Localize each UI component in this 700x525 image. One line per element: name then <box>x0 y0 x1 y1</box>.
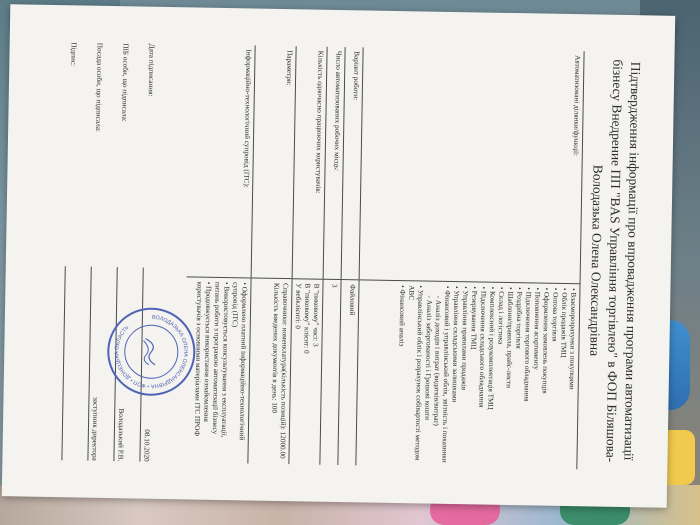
value-line: • Оформлено платний інформаційно-технологічний супровід (ІТС) <box>229 282 248 441</box>
value-line: Кількість введених документів в день: 100 <box>269 282 280 414</box>
row-label: Параметри: <box>251 46 295 280</box>
row-value <box>248 278 291 464</box>
function-item: • Взаєморозрахунки з покупцями <box>565 288 577 465</box>
function-item: • Роздрібна торгівля <box>511 287 523 464</box>
row-label: Варіант роботи: <box>341 47 362 280</box>
info-table <box>183 44 584 469</box>
table-row <box>183 44 254 463</box>
table-row <box>247 45 295 464</box>
function-item: • Управлінський облік і розрахунок собівартості методом ABC <box>403 285 424 462</box>
function-item: • Поповнення асортименту <box>529 287 541 464</box>
value-line: В "пиковому" часі: 3 <box>310 283 320 347</box>
paper-sheet <box>2 4 675 508</box>
signature-value: заступник директора <box>87 267 101 461</box>
signature-label: Підпис: <box>68 42 77 67</box>
function-item: - Аналіз заборгованості і Грошові кошти <box>421 285 433 462</box>
row-label: Число автоматизованих робочих місць: <box>323 47 344 280</box>
function-item: • Підключення складського обладнання <box>475 286 487 463</box>
svg-text:ВОЛОДАЗЬКА ОЛЕНА ОЛЕКСАНДРІВНА <box>113 314 188 389</box>
signature-value <box>61 266 66 460</box>
value-line: Справочники: номенклатура(кількість позицій): 12000.00 <box>277 282 289 459</box>
value-line: • Використовується консультування з експлуатації, питань роботи з програмою автоматизації бізнесу <box>210 281 230 438</box>
table-row <box>355 47 583 469</box>
functions-list <box>394 285 577 465</box>
function-item: • Оптова торгівля <box>547 288 559 465</box>
row-value <box>356 280 579 469</box>
function-item: • Підключення торгового обладнання <box>520 287 532 464</box>
row-label: Інформаційно-технологічний супровід (ІТС): <box>186 44 254 278</box>
signature-value: Володазький Р.В. <box>113 267 127 461</box>
value-line: В "пиковому" клієнт: 0 <box>301 283 311 354</box>
function-item: • Резервування ТМЦ <box>466 286 478 463</box>
row-value: Файловий <box>347 284 356 316</box>
document-page <box>19 26 659 487</box>
function-item: • Облік продажів ТМЦ <box>556 288 568 465</box>
signature-label: Дата підписання: <box>145 43 155 97</box>
value-line: У вебклієнті: 0 <box>292 283 302 329</box>
document-title: Підтвердження інформації про впровадження програми автоматизації бізнесу Внедрение ПП "BAS Управління торгівлею" в ФОП Біляшова-Володазька Олена Олександрівна <box>586 59 643 463</box>
function-item: • Управління складськими залишками <box>448 286 460 463</box>
function-item: • Фінансовий і управлінський облік, звітність і показники <box>439 286 451 463</box>
function-item: • Фінансовий аналіз <box>394 285 406 462</box>
signature-block <box>55 42 188 462</box>
stamp-text: ВОЛОДАЗЬКА ОЛЕНА ОЛЕКСАНДРІВНА • ФОП • ДОНЕЦЬКА ОБЛАСТЬ <box>113 314 188 389</box>
function-item: • Управління правилами продажів <box>457 286 469 463</box>
function-item: • Комплексний і розукомплектація ТМЦ <box>484 287 496 464</box>
value-line: • Продовжується використання ознайомлення користувачів з основними матеріалами ІТС ПРОФ <box>192 281 212 437</box>
function-item: • Шаблони/правила, прайс-листи <box>502 287 514 464</box>
row-value: 3 <box>329 283 338 288</box>
function-item: - Аналіз доходів і витрат (видатків/витрат) <box>430 286 442 463</box>
signature-label: ПІБ особи, що підписала: <box>119 43 129 122</box>
signature-value: 08.10.2020 <box>139 268 153 462</box>
official-stamp <box>106 307 196 397</box>
signature-label: Посада особи, що підписала: <box>93 42 103 132</box>
row-label: Кількість одночасно працюючих користувачів: <box>292 46 326 279</box>
row-value <box>289 279 322 464</box>
function-item: • Склад і логістика <box>493 287 505 464</box>
row-label: Автоматизовані ділянки/функції: <box>359 47 583 284</box>
stamp-ring-text <box>108 309 193 394</box>
function-item: • Оформлення замовлень покупців <box>538 288 550 465</box>
